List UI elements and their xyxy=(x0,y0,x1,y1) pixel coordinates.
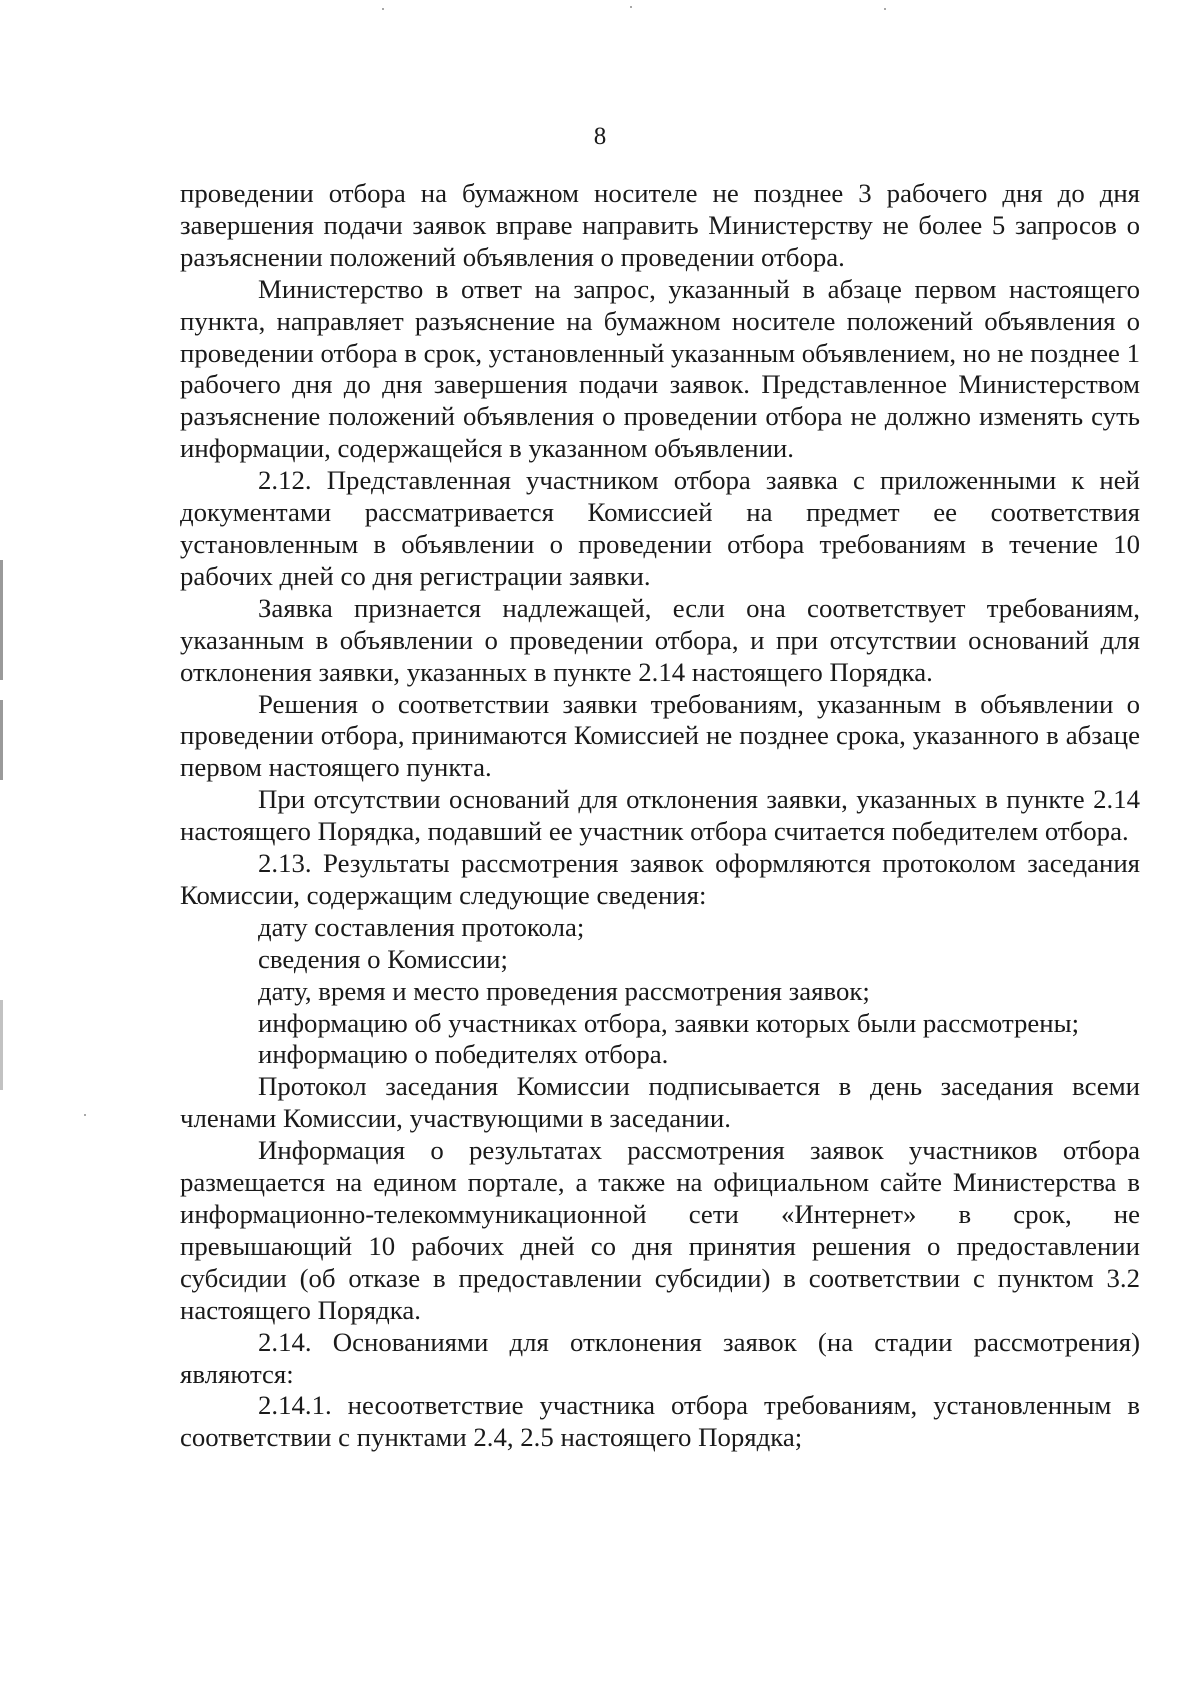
paragraph-clarification: Министерство в ответ на запрос, указанный в абзаце первом настоящего пункта, направляет разъяснение на бумажном носителе положений объявления о проведении отбора в срок, установленный указанным объявлением, но не позднее 1 рабочего дня до дня завершения подачи заявок. Представленное Министерством разъяснение положений объявления о проведении отбора не должно изменять суть информации, содержащейся в указанном объявлении. xyxy=(180,273,1140,464)
scan-speck xyxy=(84,1114,86,1116)
paragraph-2-13: 2.13. Результаты рассмотрения заявок оформляются протоколом заседания Комиссии, содержащим следующие сведения: xyxy=(180,848,1140,910)
paragraph-2-14-1: 2.14.1. несоответствие участника отбора требованиям, установленным в соответствии с пунктами 2.4, 2.5 настоящего Порядка; xyxy=(180,1390,1140,1453)
paragraph-continuation: проведении отбора на бумажном носителе не позднее 3 рабочего дня до дня завершения подачи заявок вправе направить Министерству не более 5 запросов о разъяснении положений объявления о проведении отбора. xyxy=(180,178,1140,272)
page-number: 8 xyxy=(593,123,607,150)
paragraph-application-proper: Заявка признается надлежащей, если она соответствует требованиям, указанным в объявлении о проведении отбора, и при отсутствии оснований для отклонения заявки, указанных в пункте 2.14 настоящего Порядка. xyxy=(180,592,1140,687)
scan-edge-mark xyxy=(0,1000,3,1090)
list-item: сведения о Комиссии; xyxy=(258,943,508,974)
scan-speck xyxy=(630,6,632,8)
paragraph-protocol-signing: Протокол заседания Комиссии подписывается в день заседания всеми членами Комиссии, участвующими в заседании. xyxy=(180,1071,1140,1134)
paragraph-winner: При отсутствии оснований для отклонения заявки, указанных в пункте 2.14 настоящего Порядка, подавший ее участник отбора считается победителем отбора. xyxy=(180,784,1140,847)
paragraph-decisions: Решения о соответствии заявки требованиям, указанным в объявлении о проведении отбора, принимаются Комиссией не позднее срока, указанного в абзаце первом настоящего пункта. xyxy=(180,688,1140,783)
list-item: информацию об участниках отбора, заявки которых были рассмотрены; xyxy=(258,1007,1080,1038)
scan-speck xyxy=(382,8,384,10)
scan-edge-mark xyxy=(0,700,3,780)
list-item: дату, время и место проведения рассмотрения заявок; xyxy=(258,975,870,1006)
list-item: информацию о победителях отбора. xyxy=(258,1039,669,1070)
scan-speck xyxy=(884,8,886,10)
paragraph-results-publication: Информация о результатах рассмотрения заявок участников отбора размещается на едином портале, а также на официальном сайте Министерства в информационно-телекоммуникационной сети «Интернет» в срок, не превышающий 10 рабочих дней со дня принятия решения о предоставлении субсидии (об отказе в предоставлении субсидии) в соответствии с пунктом 3.2 настоящего Порядка. xyxy=(180,1135,1140,1325)
document-body xyxy=(180,178,1140,1454)
scan-edge-mark xyxy=(0,560,3,680)
paragraph-2-14: 2.14. Основаниями для отклонения заявок (на стадии рассмотрения) являются: xyxy=(180,1326,1140,1389)
paragraph-2-12: 2.12. Представленная участником отбора заявка с приложенными к ней документами рассматривается Комиссией на предмет ее соответствия установленным в объявлении о проведении отбора требованиям в течение 10 рабочих дней со дня регистрации заявки. xyxy=(180,465,1140,591)
list-item: дату составления протокола; xyxy=(258,911,585,942)
